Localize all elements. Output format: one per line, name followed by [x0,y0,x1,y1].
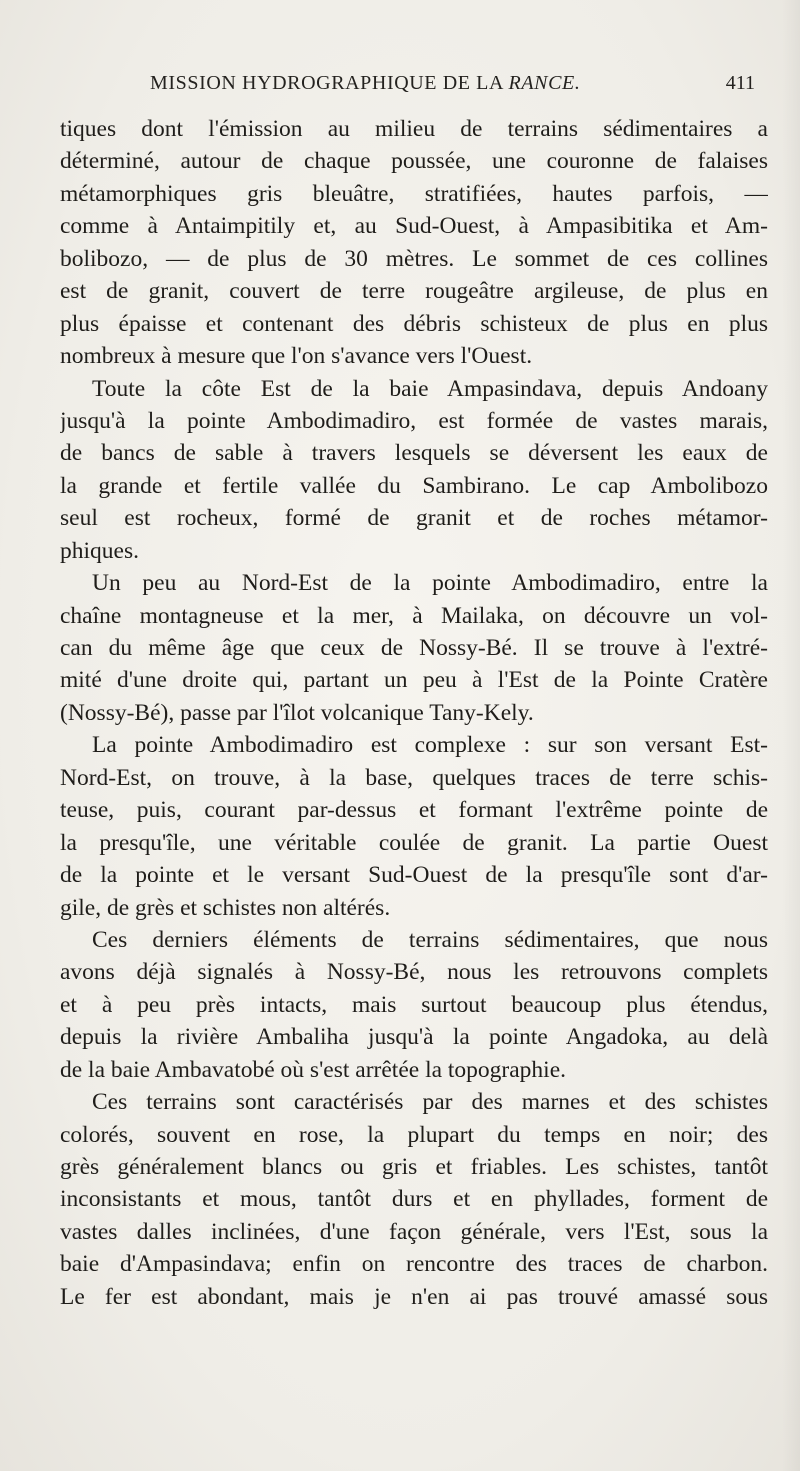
text-line: et à peu près intacts, mais surtout beaucoup plus étendus, [60,991,768,1018]
text-line: colorés, souvent en rose, la plupart du temps en noir; des [60,1121,768,1148]
text-line: seul est rocheux, formé de granit et de roches métamor- [60,505,768,532]
page-number: 411 [725,72,755,94]
text-line: bolibozo, — de plus de 30 mètres. Le sommet de ces collines [60,245,768,272]
paragraph-first-line: Un peu au Nord-Est de la pointe Ambodimadiro, entre la [92,570,768,597]
text-line: gile, de grès et schistes non altérés. [60,894,391,921]
text-line: can du même âge que ceux de Nossy-Bé. Il se trouve à l'extré- [60,635,768,661]
text-line: phiques. [60,537,139,564]
text-line: baie d'Ampasindava; enfin on rencontre des traces de charbon. [60,1251,768,1278]
page-edge-shadow [782,0,800,1471]
text-line: tiques dont l'émission au milieu de terrains sédimentaires a [60,116,768,142]
text-line: jusqu'à la pointe Ambodimadiro, est formée de vastes marais, [60,407,768,434]
text-line: la presqu'île, une véritable coulée de granit. La partie Ouest [60,829,768,856]
text-line: est de granit, couvert de terre rougeâtre argileuse, de plus en [60,278,768,305]
paragraph-first-line: La pointe Ambodimadiro est complexe : sur son versant Est- [92,732,768,759]
paragraph-first-line: Ces terrains sont caractérisés par des marnes et des schistes [92,1089,768,1116]
text-line: comme à Antaimpitily et, au Sud-Ouest, à Ampasibitika et Am- [60,213,768,240]
text-line: Le fer est abondant, mais je n'en ai pas trouvé amassé sous [60,1283,768,1310]
text-line: depuis la rivière Ambaliha jusqu'à la pointe Angadoka, au delà [60,1024,768,1051]
paragraph-first-line: Toute la côte Est de la baie Ampasindava, depuis Andoany [92,375,768,402]
running-head-title-italic: RANCE. [508,72,581,94]
text-line: grès généralement blancs ou gris et friables. Les schistes, tantôt [60,1154,768,1180]
paragraph-first-line: Ces derniers éléments de terrains sédimentaires, que nous [92,926,768,953]
text-line: de la baie Ambavatobé où s'est arrêtée la topographie. [60,1056,567,1083]
text-line: métamorphiques gris bleuâtre, stratifiées, hautes parfois, — [60,180,768,207]
text-line: plus épaisse et contenant des débris schisteux de plus en plus [60,310,768,337]
text-line: de bancs de sable à travers lesquels se déversent les eaux de [60,440,768,467]
text-line: vastes dalles inclinées, d'une façon générale, vers l'Est, sous la [60,1218,768,1245]
text-line: inconsistants et mous, tantôt durs et en phyllades, forment de [60,1186,768,1213]
body-text [60,113,768,1313]
text-line: avons déjà signalés à Nossy-Bé, nous les retrouvons complets [60,959,768,986]
text-line: de la pointe et le versant Sud-Ouest de la presqu'île sont d'ar- [60,862,768,889]
text-line: teuse, puis, courant par-dessus et formant l'extrême pointe de [60,797,768,824]
running-head [150,72,755,102]
text-line: (Nossy-Bé), passe par l'îlot volcanique Tany-Kely. [60,699,534,726]
text-line: mité d'une droite qui, partant un peu à l'Est de la Pointe Cratère [60,667,768,694]
running-head-title [150,72,580,95]
text-line: déterminé, autour de chaque poussée, une couronne de falaises [60,148,768,175]
text-line: nombreux à mesure que l'on s'avance vers l'Ouest. [60,343,533,370]
running-head-title-roman: MISSION HYDROGRAPHIQUE DE LA [150,72,509,94]
text-line: chaîne montagneuse et la mer, à Mailaka, on découvre un vol- [60,602,768,629]
text-line: la grande et fertile vallée du Sambirano. Le cap Ambolibozo [60,472,768,499]
text-line: Nord-Est, on trouve, à la base, quelques traces de terre schis- [60,764,768,791]
